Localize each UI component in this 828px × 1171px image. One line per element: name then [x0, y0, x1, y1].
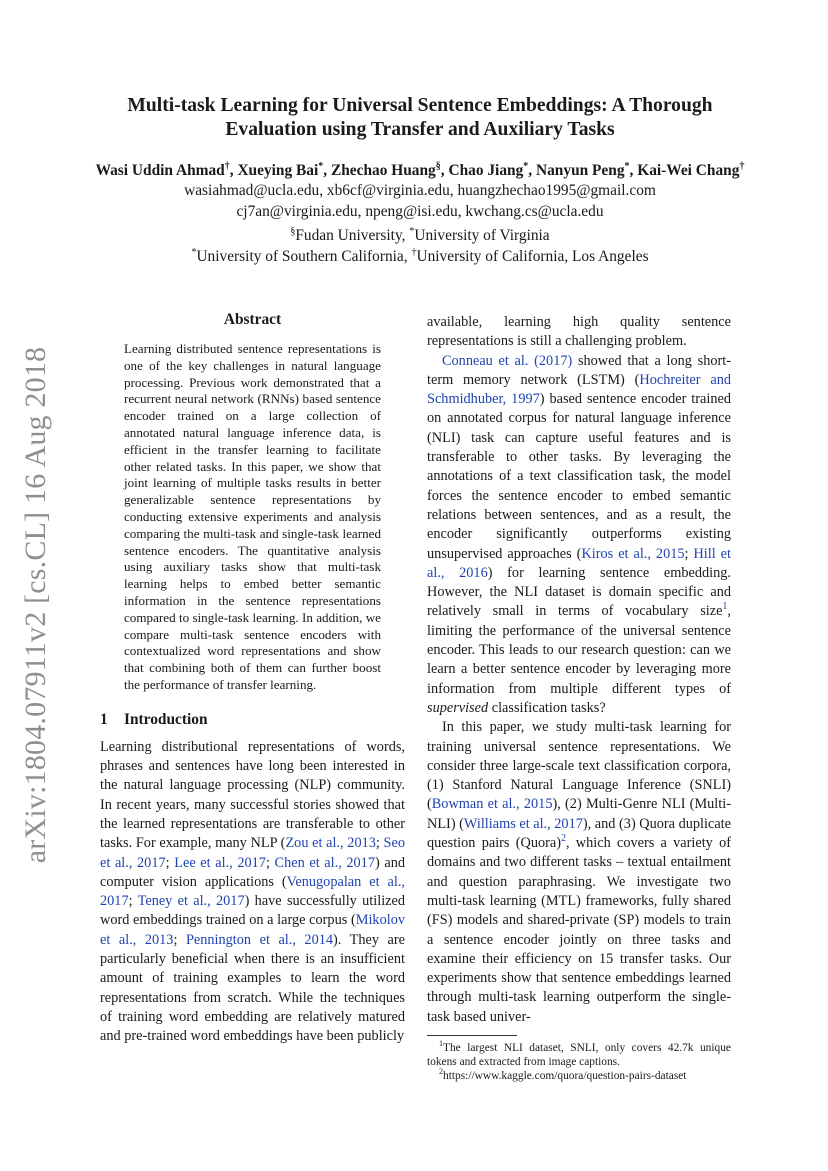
author-separator: , [440, 162, 449, 179]
affil-text: University of California, Los Angeles [416, 247, 649, 265]
author-affil-mark: * [523, 160, 529, 172]
author-name: Nanyun Peng [536, 162, 625, 179]
footnote-2 [427, 1069, 731, 1083]
body-text: ), (2) Multi-Genre NLI (Multi-NLI) ( [427, 796, 731, 832]
author-name: Wasi Uddin Ahmad [95, 162, 225, 179]
body-text: ; [128, 893, 138, 910]
affil-mark: § [290, 225, 296, 237]
citation-link[interactable]: Mikolov et al., 2013 [100, 912, 405, 948]
paper-header [60, 94, 780, 267]
author-separator: , [528, 162, 536, 179]
body-text: ) have successfully utilized word embeddings trained on a large corpus ( [100, 893, 405, 929]
body-text: ) based sentence encoder trained on annotated corpus for natural language inference (NLI) task can capture useful features and is transferable to other tasks. By leveraging the annotations of a text classification task, the model forces the sentence encoder to embed semantic relations between sentences, and as a result, the encoder significantly outperforms existing unsupervised approaches ( [427, 391, 731, 562]
title-line-2: Evaluation using Transfer and Auxiliary Tasks [225, 119, 615, 140]
arxiv-id: arXiv:1804.07911v2 [cs.CL] 16 Aug 2018 [19, 346, 53, 864]
footnote-number: 2 [439, 1067, 443, 1077]
section-number: 1 [100, 710, 108, 728]
author-separator: , [629, 162, 638, 179]
abstract-body: Learning distributed sentence representations is one of the key challenges in natural language processing. Previous work demonstrated that a recurrent neural network (RNNs) based sentence encoder trained on a large collection of annotated natural language inference data, is efficient in the transfer learning to facilitate other related tasks. In this paper, we show that joint learning of multiple tasks results in better generalizable sentence representations by conducting extensive experiments and analysis comparing the multi-task and single-task learned sentence encoders. The quantitative analysis using auxiliary tasks show that multi-task learning helps to embed better semantic information in the sentence representations compared to single-task learning. In addition, we compare multi-task sentence encoders with contextualized word representations and show that combining both of them can further boost the performance of transfer learning. [124, 341, 381, 692]
right-column [427, 313, 731, 1083]
footnote-divider [427, 1035, 517, 1036]
intro-paragraph-3 [427, 718, 731, 1027]
author-name: Kai-Wei Chang [637, 162, 740, 179]
citation-link[interactable]: Teney et al., 2017 [137, 893, 245, 910]
emails-line-2: cj7an@virginia.edu, npeng@isi.edu, kwchang.cs@ucla.edu [236, 202, 604, 220]
paper-title [60, 94, 780, 142]
affil-mark: † [411, 246, 417, 258]
author-name: Zhechao Huang [330, 162, 436, 179]
body-text: In this paper, we study multi-task learning for training universal sentence representations. We consider three large-scale text classification corpora, (1) Stanford Natural Language Inference (SNLI) ( [427, 719, 731, 813]
author-list [60, 161, 780, 181]
body-text: classification tasks? [488, 699, 606, 716]
citation-link[interactable]: Bowman et al., 2015 [431, 796, 553, 813]
citation-link[interactable]: Kiros et al., 2015 [581, 545, 685, 562]
body-text: ; [375, 835, 384, 852]
intro-paragraph-continued: available, learning high quality sentence representations is still a challenging problem. [427, 314, 731, 350]
affil-text: University of Virginia [414, 227, 550, 244]
body-text: ) for learning sentence embedding. However, the NLI dataset is domain specific and relatively small in terms of vocabulary size [427, 564, 731, 620]
body-text: ). They are particularly beneficial when there is an insufficient amount of training examples to learn the word representations from scratch. While the techniques of training word embedding are relatively matured and pre-trained word embeddings have been publicly [100, 931, 405, 1045]
citation-link[interactable]: Zou et al., 2013 [285, 835, 376, 852]
citation-link[interactable]: Hochreiter and Schmidhuber, 1997 [427, 371, 731, 408]
body-text: Learning distributional representations of words, phrases and sentences have long been interested in the natural language processing (NLP) community. In recent years, many successful stories showed that the learned representations are transferable to other tasks. For example, many NLP ( [100, 738, 405, 852]
left-column [100, 310, 405, 1046]
footnotes [427, 1041, 731, 1083]
body-text: , which covers a variety of domains and two different tasks – textual entailment and question paraphrasing. We investigate two multi-task learning (MTL) frameworks, fully shared (FS) models and shared-private (SP) models to train a sentence encoder jointly on three tasks and examine their efficiency on 15 transfer tasks. Our experiments show that sentence embeddings learned through multi-task learning outperform the single-task based univer- [427, 835, 731, 1025]
author-affil-mark: * [624, 160, 630, 172]
footnote-text: https://www.kaggle.com/quora/question-pairs-dataset [443, 1069, 687, 1082]
abstract-heading: Abstract [223, 311, 282, 328]
author-affil-mark: † [739, 160, 745, 172]
affiliation-line-2 [60, 247, 780, 268]
intro-paragraph-2 [427, 352, 731, 719]
author-separator: , [323, 162, 331, 179]
arxiv-sidebar-stamp [10, 345, 62, 865]
citation-link[interactable]: Pennington et al., 2014 [185, 931, 334, 948]
emails-line-1: wasiahmad@ucla.edu, xb6cf@virginia.edu, huangzhechao1995@gmail.com [184, 182, 656, 199]
body-text: , limiting the performance of the universal sentence encoder. This leads to our research question: can we learn a better sentence encoder by leveraging more information from multiple different types of [427, 603, 731, 697]
section-heading-introduction [100, 710, 405, 730]
section-title: Introduction [124, 710, 208, 728]
footnote-ref-link[interactable]: 1 [722, 601, 728, 613]
citation-link[interactable]: Lee et al., 2017 [174, 854, 266, 871]
body-text: ), and (3) Quora duplicate question pairs (Quora) [427, 815, 731, 852]
body-text: ; [173, 931, 186, 948]
author-name: Chao Jiang [448, 162, 524, 179]
body-text: ) and computer vision applications ( [100, 854, 406, 890]
footnote-ref-link[interactable]: 2 [560, 833, 566, 845]
citation-link[interactable]: Seo et al., 2017 [100, 835, 405, 871]
author-separator: , [229, 162, 238, 179]
citation-link[interactable]: Chen et al., 2017 [274, 854, 375, 871]
author-affil-mark: † [224, 160, 230, 172]
author-name: Xueying Bai [237, 162, 319, 179]
footnote-number: 1 [439, 1039, 443, 1049]
citation-link[interactable]: Hill et al., 2016 [427, 545, 731, 581]
body-text: ; [165, 854, 175, 871]
body-text: ; [265, 854, 275, 871]
affil-text: Fudan University, [295, 227, 410, 244]
citation-link[interactable]: Williams et al., 2017 [463, 815, 583, 832]
emphasis-text: supervised [427, 699, 489, 716]
author-affil-mark: * [318, 160, 324, 172]
affiliation-line-1 [60, 226, 780, 247]
affil-mark: * [409, 225, 415, 237]
affil-mark: * [191, 246, 197, 258]
intro-paragraph-1 [100, 738, 405, 1047]
citation-link[interactable]: Conneau et al. (2017) [442, 352, 573, 369]
affil-text: University of Southern California, [196, 247, 412, 265]
body-text: ; [684, 545, 694, 562]
body-text: showed that a long short-term memory network (LSTM) ( [427, 352, 731, 388]
author-affil-mark: § [435, 160, 441, 172]
title-line-1: Multi-task Learning for Universal Sentence Embeddings: A Thorough [127, 95, 713, 116]
footnote-1 [427, 1041, 731, 1069]
citation-link[interactable]: Venugopalan et al., 2017 [100, 873, 405, 910]
footnote-text: The largest NLI dataset, SNLI, only covers 42.7k unique tokens and extracted from image captions. [427, 1041, 731, 1068]
